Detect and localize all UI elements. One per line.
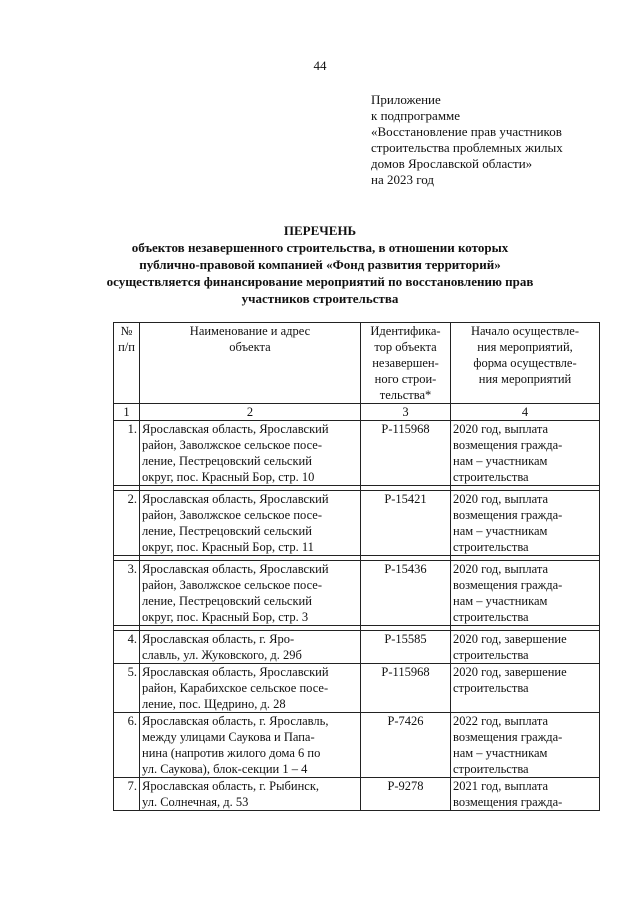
object-address: Ярославская область, г. Ярославль, между улицами Саукова и Папа- нина (напротив жилого дома 6 по ул. Саукова), блок-секции 1 – 4 [140, 713, 361, 778]
header-start: Начало осуществле- ния мероприятий, форма осуществле- ния мероприятий [451, 323, 600, 404]
object-id: Р-9278 [361, 778, 451, 811]
object-id: Р-7426 [361, 713, 451, 778]
appendix-line: «Восстановление прав участников [371, 124, 562, 139]
row-number: 3. [114, 561, 140, 626]
objects-table [113, 322, 600, 811]
header-num: № п/п [114, 323, 140, 404]
row-number: 2. [114, 491, 140, 556]
object-address: Ярославская область, Ярославский район, Заволжское сельское посе- ление, Пестрецовский сельский округ, пос. Красный Бор, стр. 10 [140, 421, 361, 486]
appendix-line: на 2023 год [371, 172, 434, 187]
activity-start: 2020 год, выплата возмещения гражда- нам – участникам строительства [451, 491, 600, 556]
title-heading: ПЕРЕЧЕНЬ [283, 223, 357, 238]
table-row [114, 491, 600, 556]
appendix-line: к подпрограмме [371, 108, 461, 123]
object-id: Р-115968 [361, 664, 451, 713]
table-body [114, 421, 600, 811]
row-number: 4. [114, 631, 140, 664]
object-address: Ярославская область, Ярославский район, Заволжское сельское посе- ление, Пестрецовский сельский округ, пос. Красный Бор, стр. 11 [140, 491, 361, 556]
title-line: публично-правовой компанией «Фонд развития территорий» [139, 257, 501, 272]
activity-start: 2020 год, завершение строительства [451, 664, 600, 713]
table-header-row [114, 323, 600, 404]
column-number: 1 [114, 404, 140, 421]
title-line: осуществляется финансирование мероприятий по восстановлению прав [106, 274, 534, 289]
object-id: Р-15585 [361, 631, 451, 664]
row-number: 7. [114, 778, 140, 811]
row-number: 6. [114, 713, 140, 778]
row-number: 1. [114, 421, 140, 486]
title-line: участников строительства [241, 291, 399, 306]
activity-start: 2020 год, завершение строительства [451, 631, 600, 664]
table-row [114, 713, 600, 778]
table-row [114, 631, 600, 664]
activity-start: 2020 год, выплата возмещения гражда- нам – участникам строительства [451, 421, 600, 486]
table-row [114, 778, 600, 811]
object-address: Ярославская область, Ярославский район, Карабихское сельское посе- ление, пос. Щедрино, д. 28 [140, 664, 361, 713]
activity-start: 2020 год, выплата возмещения гражда- нам – участникам строительства [451, 561, 600, 626]
activity-start: 2022 год, выплата возмещения гражда- нам – участникам строительства [451, 713, 600, 778]
table-row [114, 664, 600, 713]
activity-start: 2021 год, выплата возмещения гражда- [451, 778, 600, 811]
column-number: 4 [451, 404, 600, 421]
page-number: 44 [313, 58, 327, 73]
object-address: Ярославская область, Ярославский район, Заволжское сельское посе- ление, Пестрецовский сельский округ, пос. Красный Бор, стр. 3 [140, 561, 361, 626]
header-name: Наименование и адрес объекта [140, 323, 361, 404]
appendix-line: домов Ярославской области» [371, 156, 533, 171]
row-number: 5. [114, 664, 140, 713]
column-number: 3 [361, 404, 451, 421]
column-number-row [114, 404, 600, 421]
header-id: Идентифика- тор объекта незавершен- ного строи- тельства* [361, 323, 451, 404]
column-number: 2 [140, 404, 361, 421]
title-line: объектов незавершенного строительства, в отношении которых [131, 240, 509, 255]
object-id: Р-15436 [361, 561, 451, 626]
appendix-line: строительства проблемных жилых [371, 140, 563, 155]
appendix-note [371, 92, 563, 188]
object-address: Ярославская область, г. Рыбинск, ул. Солнечная, д. 53 [140, 778, 361, 811]
table-row [114, 421, 600, 486]
document-title [0, 222, 640, 307]
appendix-line: Приложение [371, 92, 441, 107]
table-row [114, 561, 600, 626]
object-address: Ярославская область, г. Яро- славль, ул. Жуковского, д. 29б [140, 631, 361, 664]
object-id: Р-115968 [361, 421, 451, 486]
object-id: Р-15421 [361, 491, 451, 556]
